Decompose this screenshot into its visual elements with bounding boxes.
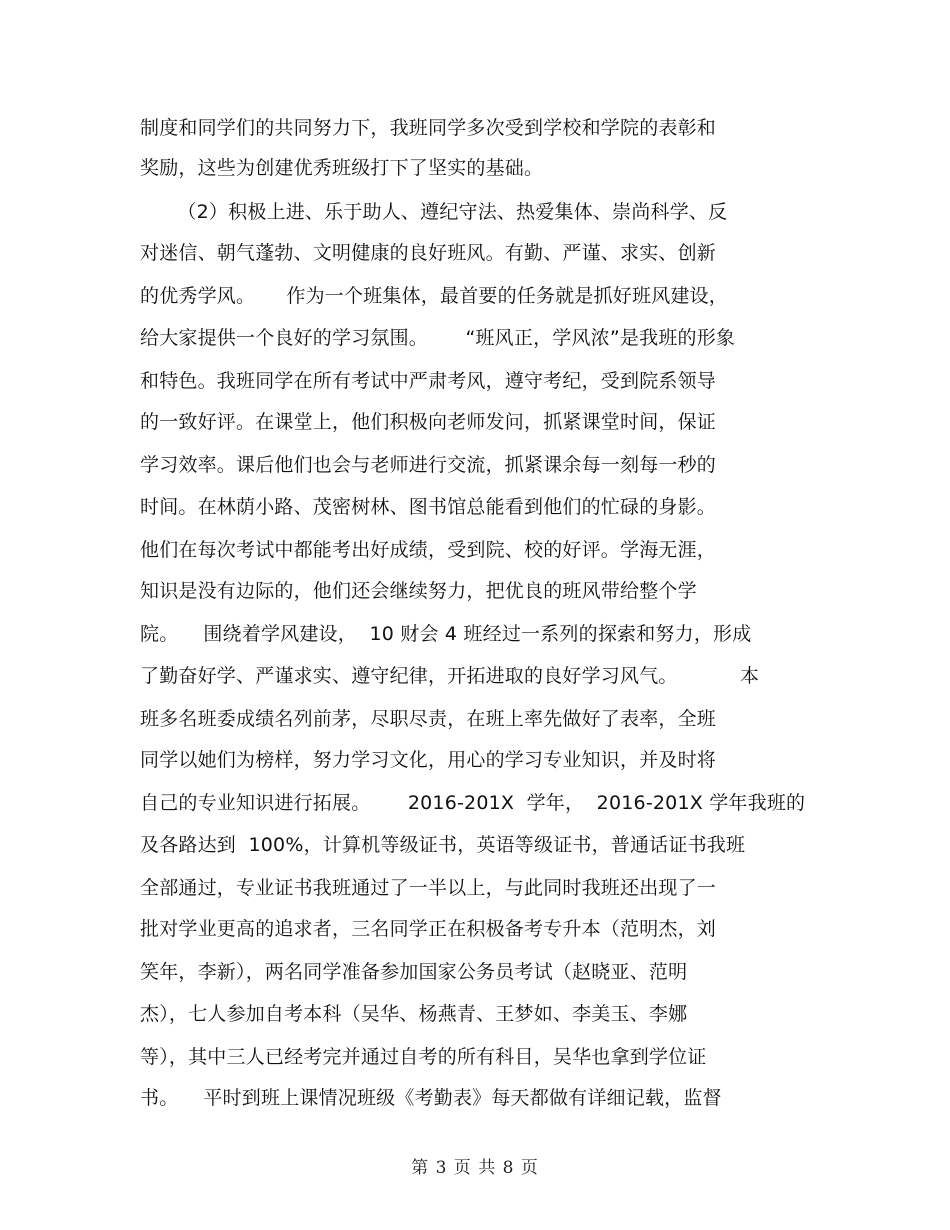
body-text-line: 院。 围绕着学风建设， 10 财会 4 班经过一系列的探索和努力，形成 [140,623,752,645]
body-text-line: 杰），七人参加自考本科（吴华、杨燕青、王梦如、李美玉、李娜 [140,1003,688,1025]
page-number-footer: 第 3 页 共 8 页 [411,1158,539,1178]
body-text-line: 学习效率。课后他们也会与老师进行交流，抓紧课余每一刻每一秒的 [140,454,717,476]
body-text-line: 笑年，李新），两名同学准备参加国家公务员考试（赵晓亚、范明 [140,961,688,983]
body-text-line: 和特色。我班同学在所有考试中严肃考风，遵守考纪，受到院系领导 [140,370,717,392]
body-text-line: 知识是没有边际的，他们还会继续努力，把优良的班风带给整个学 [140,580,697,602]
body-text-line: 等），其中三人已经考完并通过自考的所有科目，吴华也拿到学位证 [140,1046,707,1068]
body-text-line: 自己的专业知识进行拓展。 2016-201X 学年， 2016-201X 学年我班的 [140,792,806,814]
body-text-line: 及各路达到 100%，计算机等级证书，英语等级证书，普通话证书我班 [140,834,746,856]
body-text-line: 班多名班委成绩名列前茅，尽职尽责，在班上率先做好了表率，全班 [140,708,717,730]
body-text-line: 时间。在林荫小路、茂密树林、图书馆总能看到他们的忙碌的身影。 [140,496,717,518]
body-text-line: 奖励，这些为创建优秀班级打下了坚实的基础。 [140,157,544,179]
body-text-line: 给大家提供一个良好的学习氛围。 “班风正，学风浓”是我班的形象 [140,327,736,349]
body-text-line: 的优秀学风。 作为一个班集体，最首要的任务就是抓好班风建设， [140,285,728,307]
body-text-line: （2）积极上进、乐于助人、遵纪守法、热爱集体、崇尚科学、反 [140,201,728,223]
body-text-line: 的一致好评。在课堂上，他们积极向老师发问，抓紧课堂时间，保证 [140,411,717,433]
body-text-line: 全部通过，专业证书我班通过了一半以上，与此同时我班还出现了一 [140,877,717,899]
body-text-line: 同学以她们为榜样，努力学习文化，用心的学习专业知识，并及时将 [140,749,717,771]
body-text-line: 对迷信、朝气蓬勃、文明健康的良好班风。有勤、严谨、求实、创新 [140,242,717,264]
body-text-line: 了勤奋好学、严谨求实、遵守纪律，开拓进取的良好学习风气。 本 [140,665,760,687]
body-text-line: 他们在每次考试中都能考出好成绩，受到院、校的好评。学海无涯， [140,539,717,561]
body-text-line: 制度和同学们的共同努力下，我班同学多次受到学校和学院的表彰和 [140,117,717,139]
body-text-line: 书。 平时到班上课情况班级《考勤表》每天都做有详细记载，监督 [140,1087,722,1109]
body-text-line: 批对学业更高的追求者，三名同学正在积极备考专升本（范明杰，刘 [140,918,717,940]
